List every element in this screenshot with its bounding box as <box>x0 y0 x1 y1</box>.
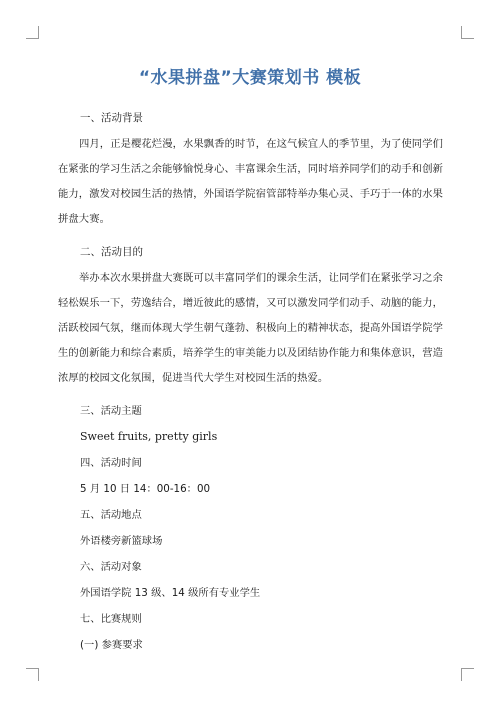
section-value-time: 5 月 10 日 14：00-16：00 <box>80 483 211 495</box>
section-heading-location: 五、活动地点 <box>80 509 142 521</box>
section-heading-background: 一、活动背景 <box>80 112 143 124</box>
section-body-background: 四月，正是樱花烂漫，水果飘香的时节，在这气候宜人的季节里，为了使同学们在紧张的学习生活之余能够愉悦身心、丰富课余生活，同时培养同学们的动手和创新能力，激发对校园生活的热情，外国语学院宿管部特举办集心灵、手巧于一体的水果拼盘大赛。 <box>58 138 443 225</box>
section-heading-rules: 七、比赛规则 <box>80 613 142 625</box>
section-value-audience: 外国语学院 13 级、14 级所有专业学生 <box>80 587 261 599</box>
section-heading-audience: 六、活动对象 <box>80 561 142 573</box>
crop-mark-bottom-right <box>461 668 474 681</box>
crop-mark-top-right <box>461 26 474 39</box>
crop-mark-top-left <box>26 26 39 39</box>
section-value-location: 外语楼旁新篮球场 <box>80 535 163 547</box>
document-title: “水果拼盘”大赛策划书 模板 <box>138 68 362 88</box>
section-heading-time: 四、活动时间 <box>80 457 142 469</box>
section-body-purpose: 举办本次水果拼盘大赛既可以丰富同学们的课余生活，让同学们在紧张学习之余轻松娱乐一下，劳逸结合，增近彼此的感情，又可以激发同学们动手、动脑的能力，活跃校园气氛，继而体现大学生朝气蓬勃、积极向上的精神状态，提高外国语学院学生的创新能力和综合素质，培养学生的审美能力以及团结协作能力和集体意识，营造浓厚的校园文化氛围，促进当代大学生对校园生活的热爱。 <box>58 272 443 384</box>
document-body <box>58 110 443 653</box>
section-value-rules: (一) 参赛要求 <box>80 639 143 651</box>
section-value-theme: Sweet fruits, pretty girls <box>80 430 218 443</box>
section-heading-purpose: 二、活动目的 <box>80 246 143 258</box>
section-heading-theme: 三、活动主题 <box>80 405 142 417</box>
crop-mark-bottom-left <box>26 668 39 681</box>
